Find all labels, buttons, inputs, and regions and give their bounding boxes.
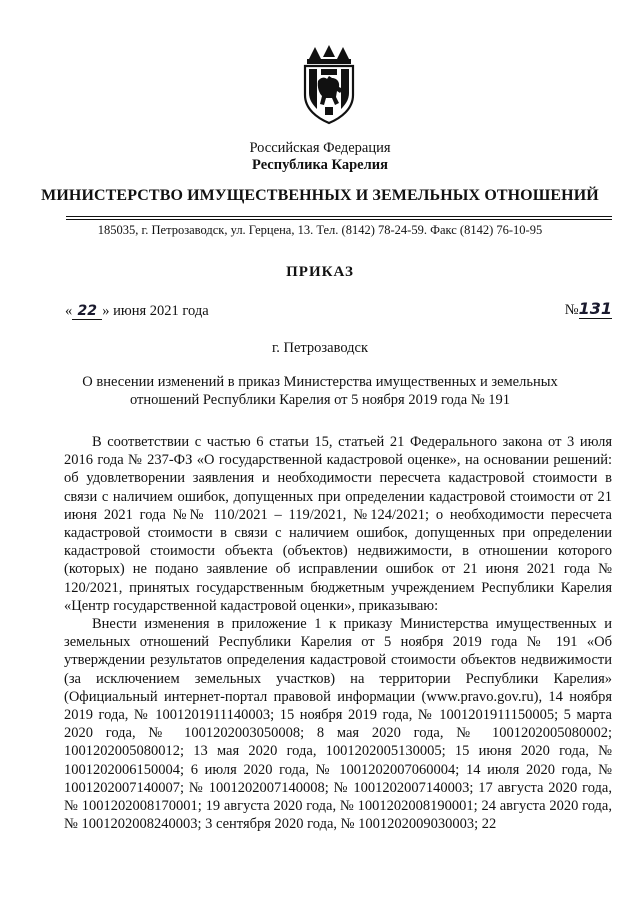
number-sign: № <box>564 302 579 318</box>
header-divider-bottom <box>66 219 612 220</box>
date-open-quote: « <box>65 303 73 319</box>
body-paragraph-1: В соответствии с частью 6 статьи 15, статьей 21 Федерального закона от 3 июля 2016 года № 237-ФЗ «О государственной кадастровой оценке», на основании решений: об удовлетворении заявления и необходимости пересчета кадастровой стоимости в связи с наличием ошибок, допущенных при определении кадастровой стоимости от 21 июня 2021 года №№ 110/2021 – 119/2021, №124/2021; о необходимости пересчета кадастровой стоимости в связи с наличием ошибок, допущенных при определении кадастровой стоимости объекта (объектов) недвижимости, в отношении которого (которых) не подано заявление об исправлении ошибок от 21 июня 2021 года № 120/2021, принятых государственным бюджетным учреждением Республики Карелия «Центр государственной кадастровой оценки», приказываю: <box>64 434 612 614</box>
header-divider-top <box>66 216 612 217</box>
republic-name: Республика Карелия <box>252 157 388 173</box>
ministry-address: 185035, г. Петрозаводск, ул. Герцена, 13. Тел. (8142) 78-24-59. Факс (8142) 76-10-95 <box>97 223 543 237</box>
karelia-coat-of-arms-icon <box>299 45 359 125</box>
order-number <box>565 300 612 319</box>
subject-line-2: отношений Республики Карелия от 5 ноября 2019 года № 191 <box>129 392 511 408</box>
date-month-year: » июня 2021 года <box>102 303 209 319</box>
document-body <box>64 433 612 833</box>
document-title: ПРИКАЗ <box>286 264 354 280</box>
date-day-handwritten: 22 <box>72 304 102 320</box>
body-paragraph-2: Внести изменения в приложение 1 к приказу Министерства имущественных и земельных отношений Республики Карелия от 5 ноября 2019 года № 191 «Об утверждении результатов определения кадастровой стоимости объектов недвижимости (за исключением земельных участков) на территории Республики Карелия» (Официальный интернет-портал правовой информации (www.pravo.gov.ru), 14 ноября 2019 года, № 1001201911140003; 15 ноября 2019 года, № 1001201911150005; 5 марта 2020 года, № 1001202003050008; 8 мая 2020 года, № 1001202005080002; 1001202005080012; 13 мая 2020 года, 1001202005130005; 15 июня 2020 года, № 1001202006150004; 6 июля 2020 года, № 1001202007060004; 14 июля 2020 года, № 1001202007140007; № 1001202007140008; № 1001202007140003; 17 августа 2020 года, № 1001202008170001; 19 августа 2020 года, № 1001202008190001; 24 августа 2020 года, № 1001202008240003; 3 сентября 2020 года, № 1001202009030003; 22 <box>64 616 612 833</box>
order-date <box>65 303 209 320</box>
subject-line-1: О внесении изменений в приказ Министерства имущественных и земельных <box>82 374 558 390</box>
ministry-name: МИНИСТЕРСТВО ИМУЩЕСТВЕННЫХ И ЗЕМЕЛЬНЫХ ОТНОШЕНИЙ <box>41 187 599 204</box>
city: г. Петрозаводск <box>271 340 369 356</box>
order-number-handwritten: 131 <box>578 299 612 318</box>
order-subject <box>0 373 640 409</box>
country-name: Российская Федерация <box>249 140 391 156</box>
